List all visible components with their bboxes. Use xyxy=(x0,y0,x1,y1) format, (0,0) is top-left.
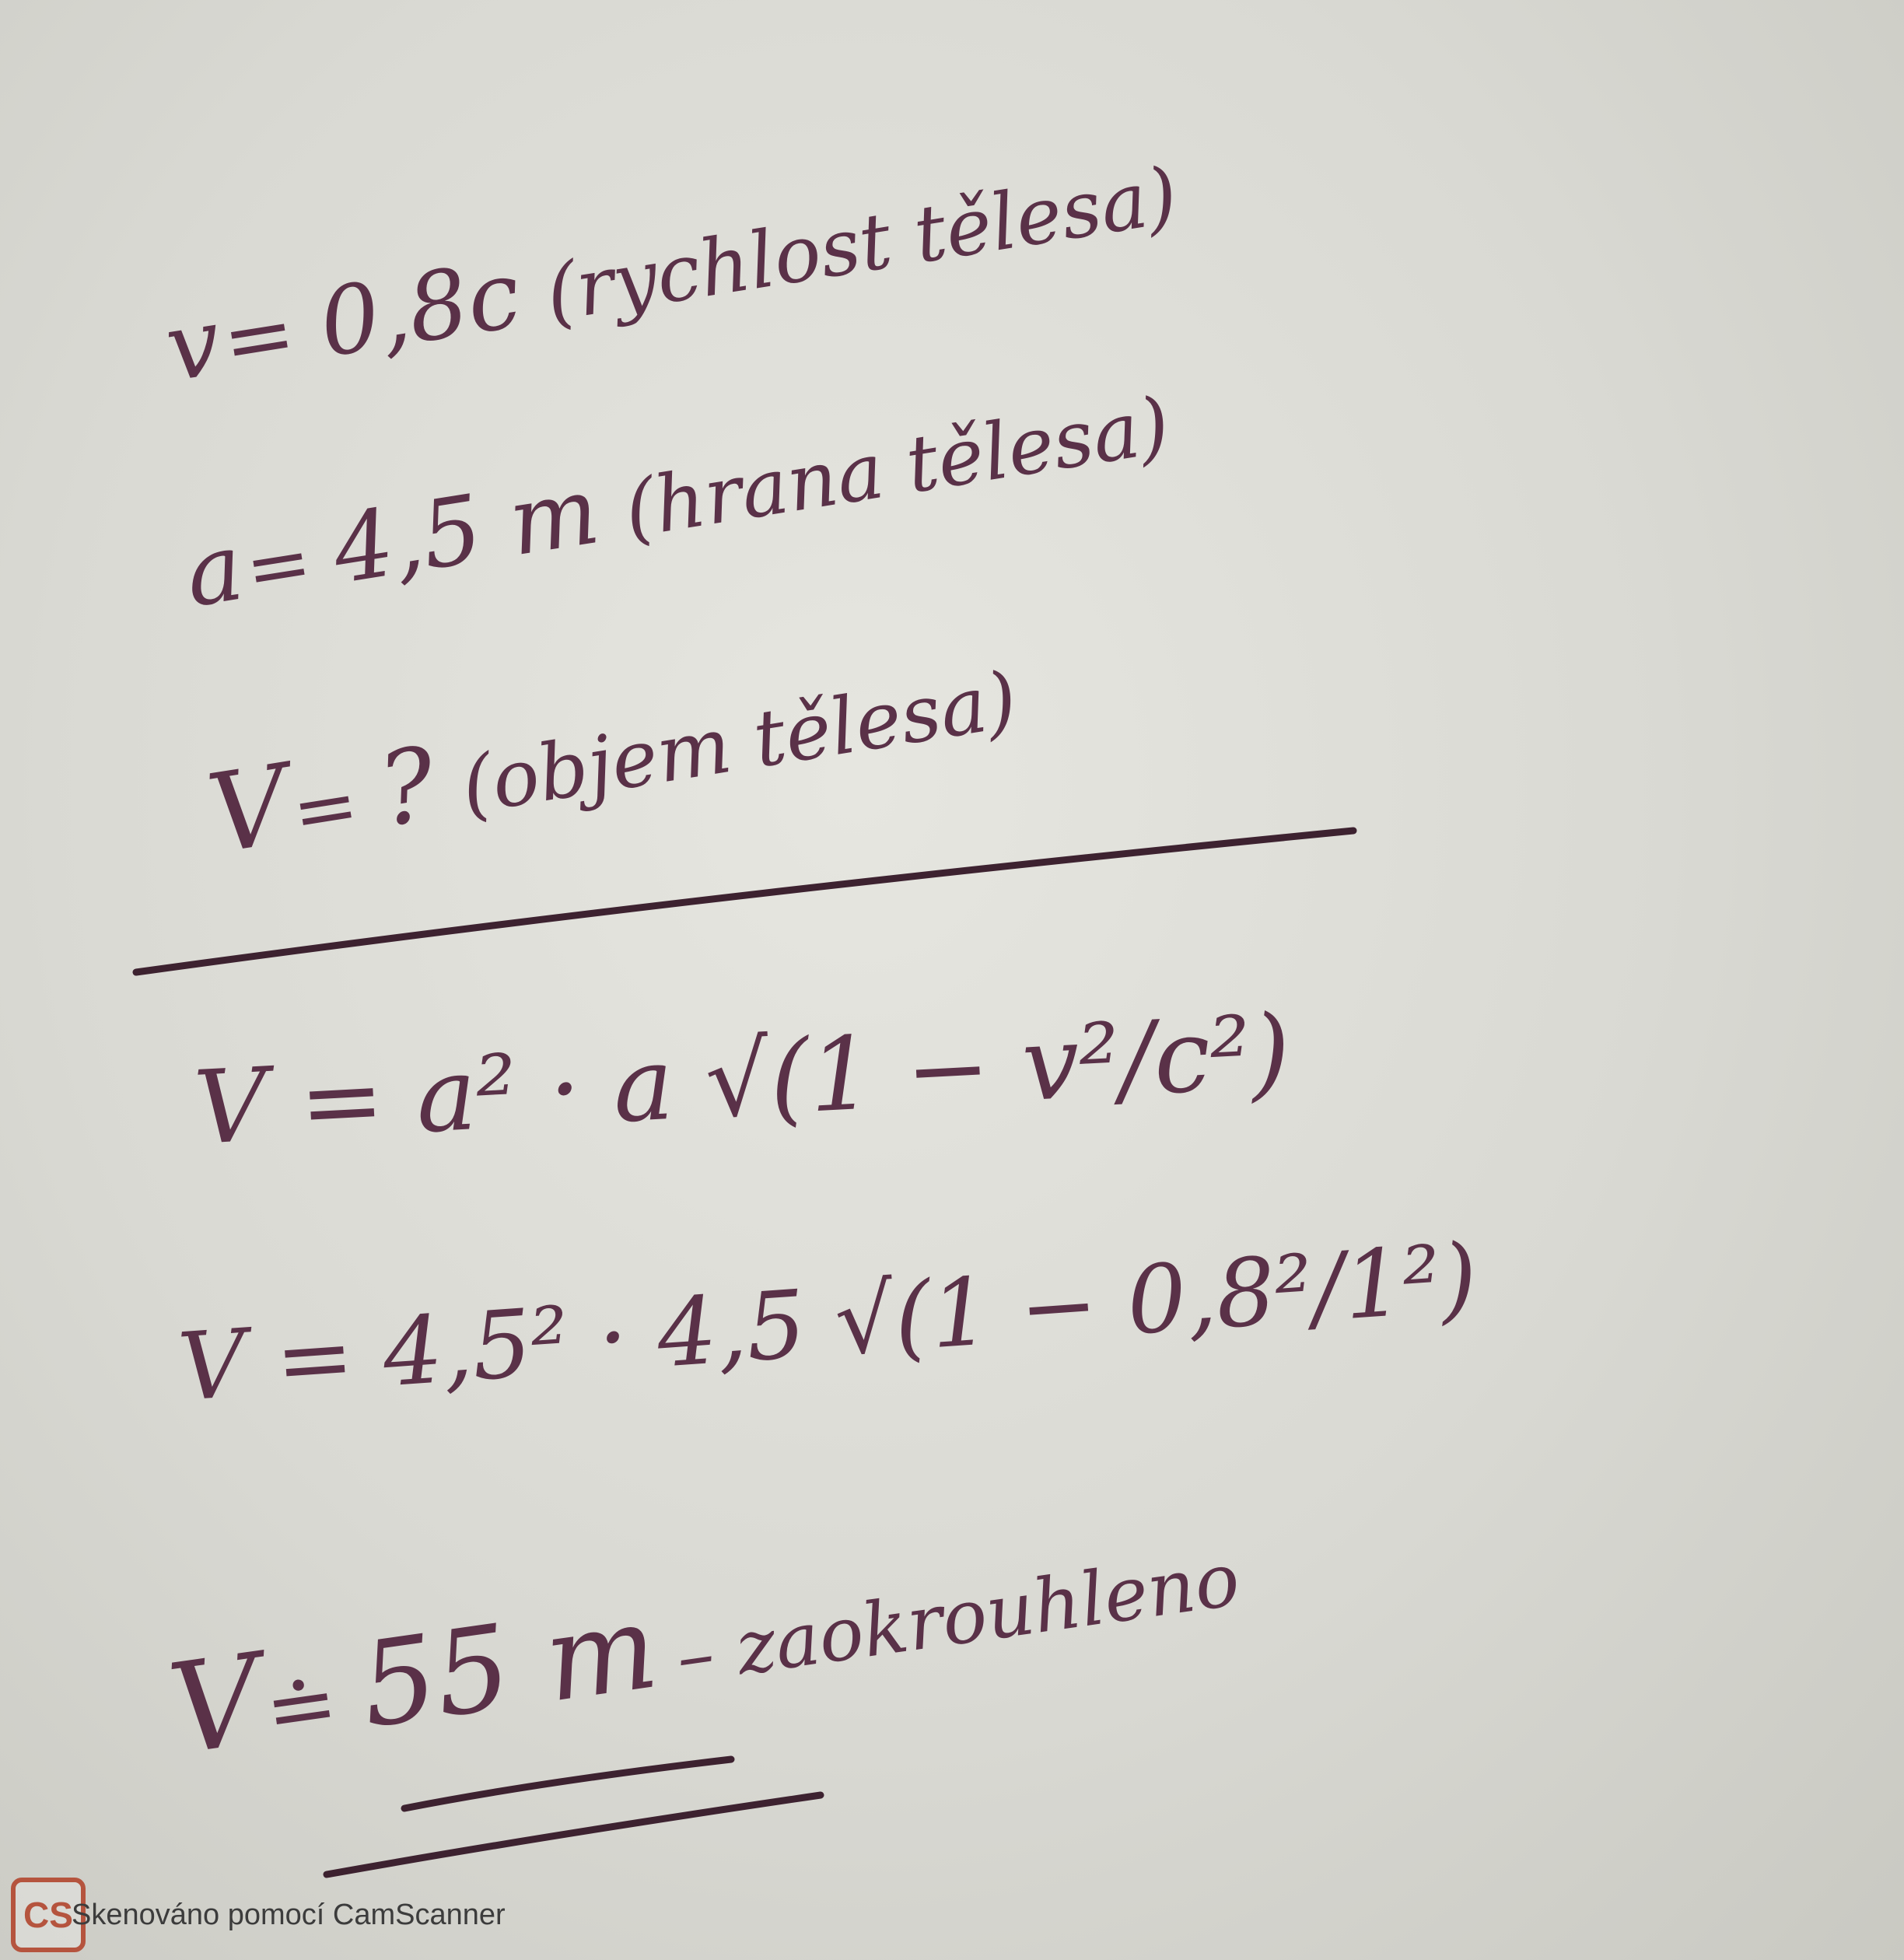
watermark-text: Skenováno pomocí CamScanner xyxy=(72,1898,506,1931)
velocity-symbol: v xyxy=(159,288,228,404)
scanner-watermark xyxy=(11,1876,506,1954)
formula: V = a² · a √(1 − v²/c²) xyxy=(191,992,1293,1167)
volume-value: ? xyxy=(371,724,444,850)
substitution: V = 4,5² · 4,5 √(1 − 0,8²/1²) xyxy=(175,1223,1481,1423)
volume-comment: (objem tělesa) xyxy=(455,653,1024,832)
velocity-comment: (rychlost tělesa) xyxy=(539,149,1184,340)
result: V ≐ 55 m – zaokrouhleno xyxy=(160,1536,1245,1783)
given-edge: a = 4,5 m (hrana tělesa) xyxy=(178,379,1176,629)
unknown-volume: V = ? (objem tělesa) xyxy=(200,653,1024,880)
given-velocity: v = 0,8c (rychlost tělesa) xyxy=(159,149,1184,404)
divider-line xyxy=(136,831,1353,972)
result-underline-1 xyxy=(404,1759,731,1808)
result-remark: – zaokrouhleno xyxy=(670,1536,1245,1701)
result-symbol: V xyxy=(160,1626,271,1783)
edge-comment: (hrana tělesa) xyxy=(618,379,1176,556)
camscanner-logo-icon: CS xyxy=(11,1878,86,1952)
volume-symbol: V xyxy=(200,741,298,880)
result-underline-2 xyxy=(327,1795,821,1874)
velocity-value: 0,8c xyxy=(312,240,528,379)
edge-symbol: a xyxy=(178,513,250,629)
edge-value: 4,5 m xyxy=(325,457,607,606)
result-value: 55 m xyxy=(352,1579,666,1755)
